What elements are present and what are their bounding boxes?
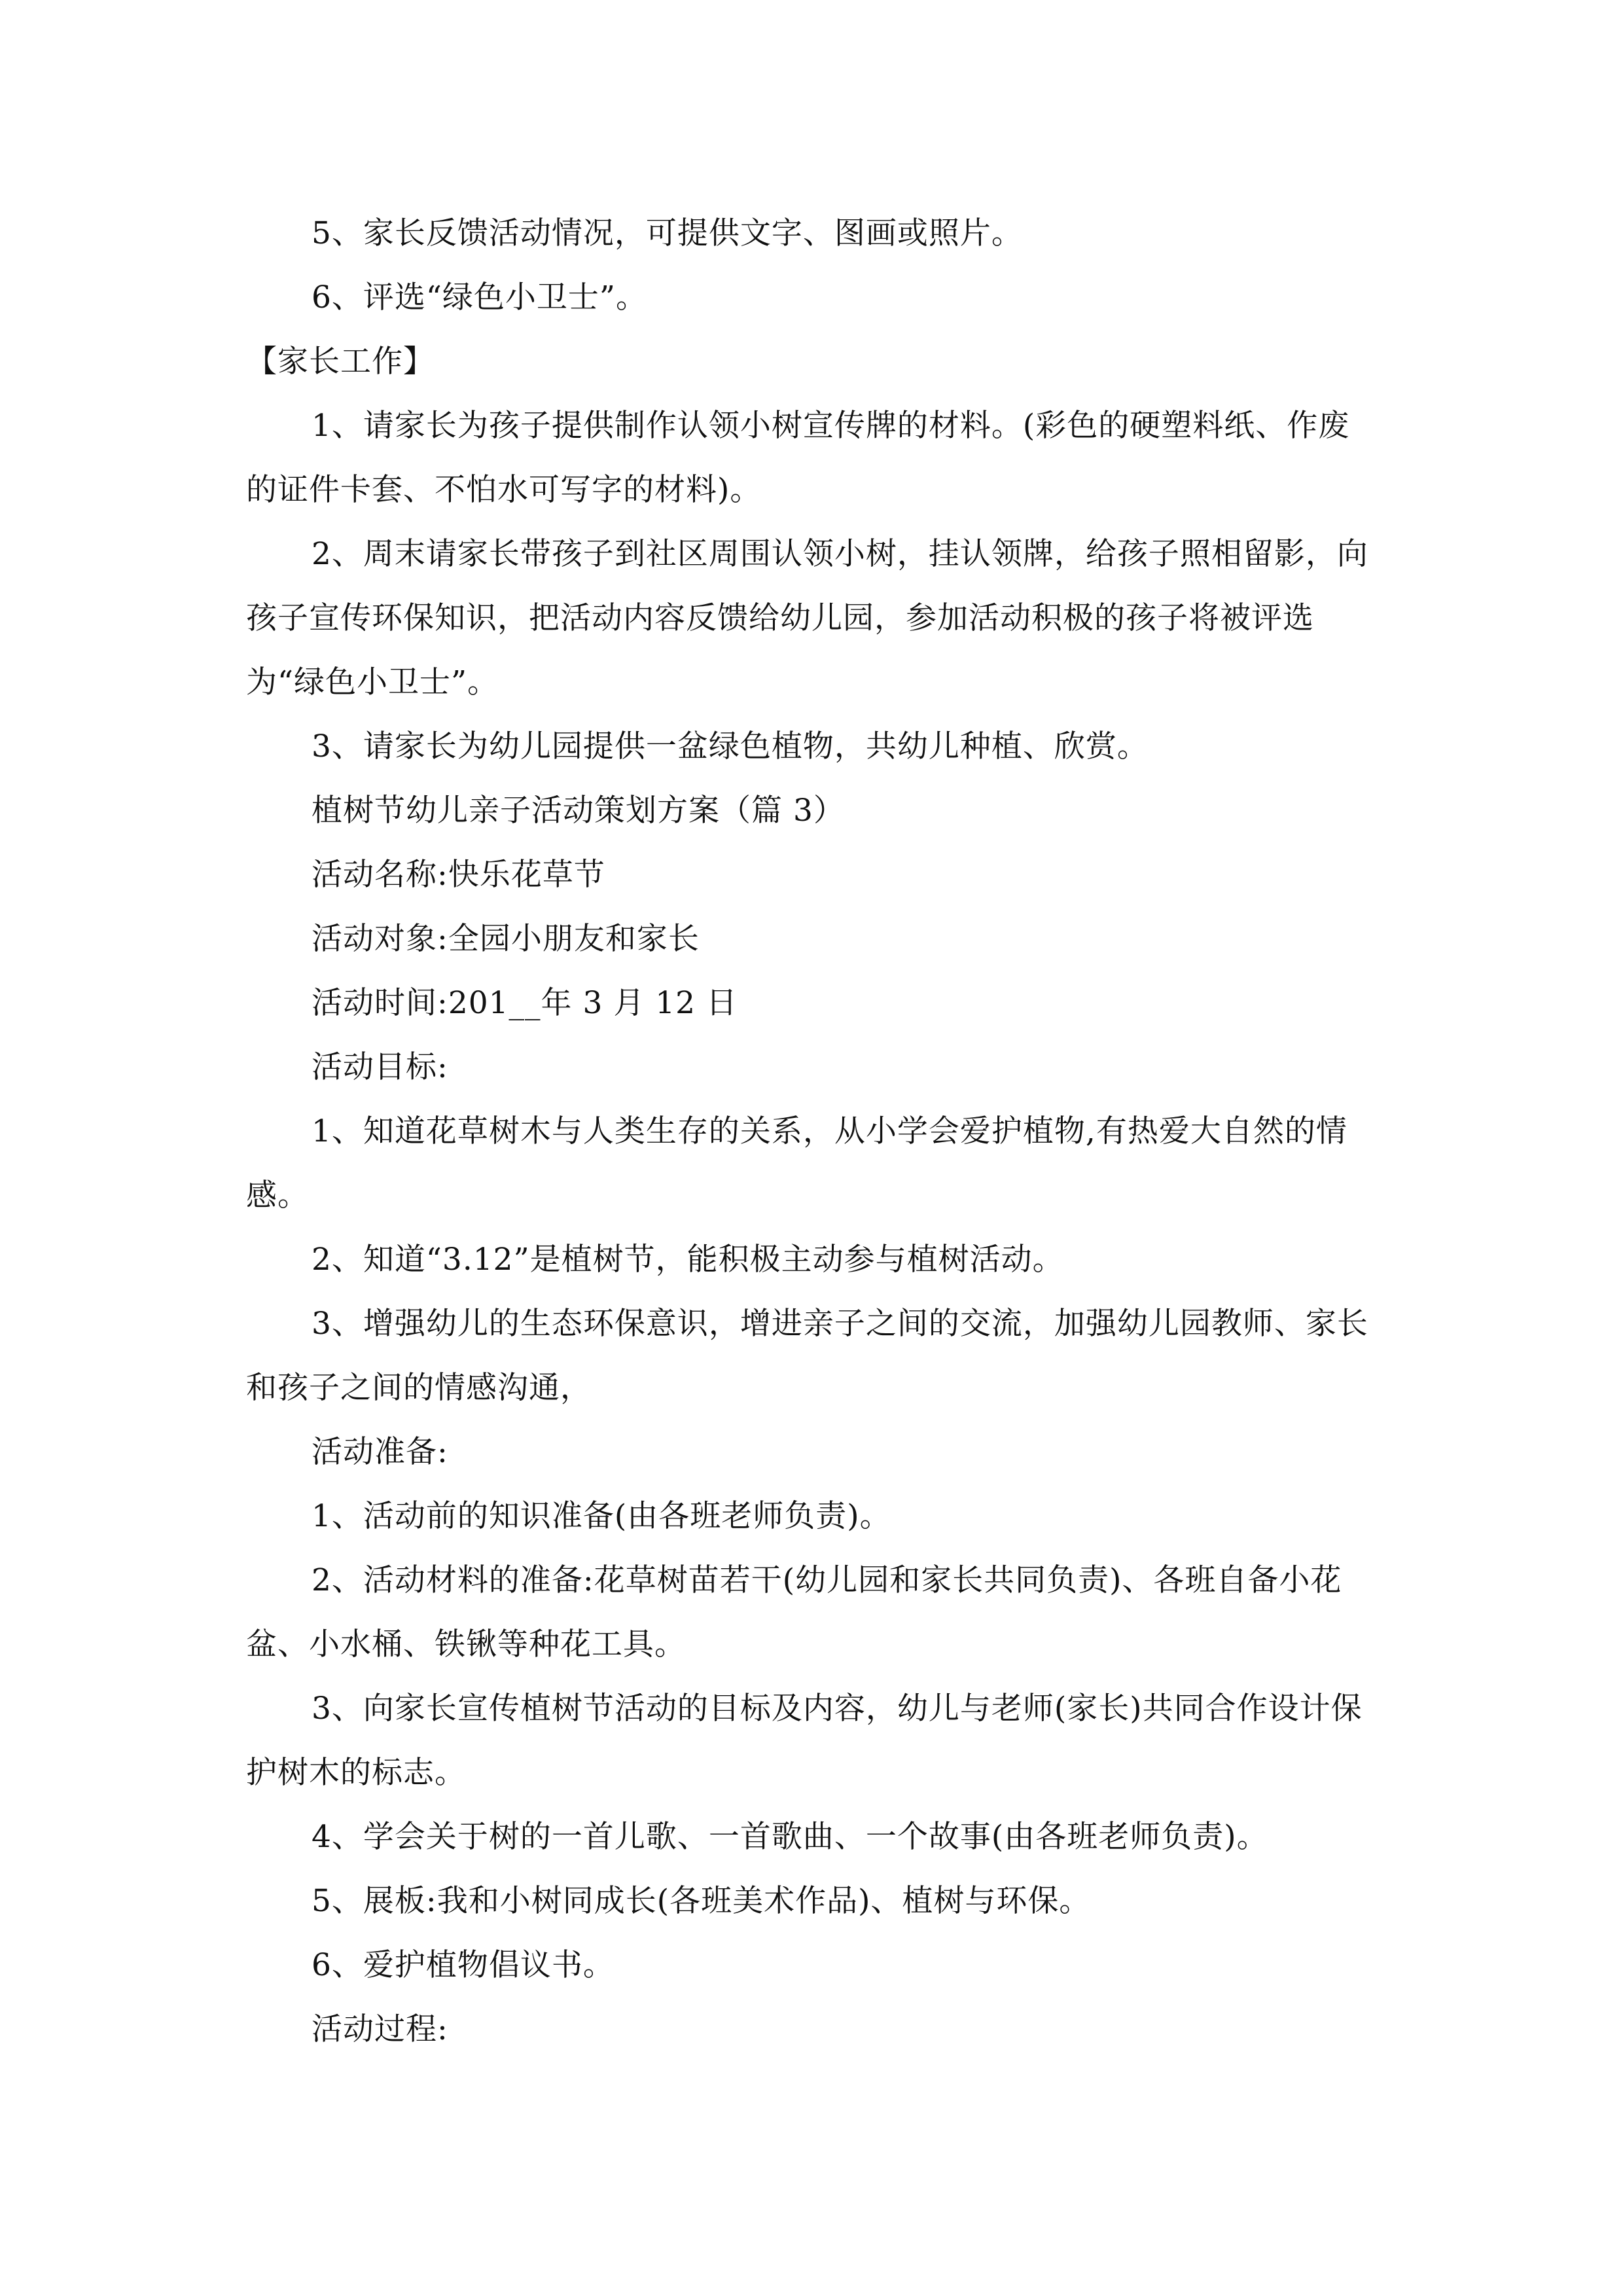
preparation-2: 2、活动材料的准备:花草树苗若干(幼儿园和家长共同负责)、各班自备小花盆、小水桶、铁锹等种花工具。: [246, 1562, 1342, 1662]
paragraph-parent-work-1: 1、请家长为孩子提供制作认领小树宣传牌的材料。(彩色的硬塑料纸、作废的证件卡套、不怕水可写字的材料)。: [246, 408, 1350, 508]
paragraph-parent-work-3: 3、请家长为幼儿园提供一盆绿色植物，共幼儿种植、欣赏。: [312, 728, 1149, 764]
paragraph-parent-work-2: 2、周末请家长带孩子到社区周围认领小树，挂认领牌，给孩子照相留影，向孩子宣传环保知识，把活动内容反馈给幼儿园，参加活动积极的孩子将被评选为“绿色小卫士”。: [246, 536, 1368, 700]
document-body: [246, 202, 1377, 2062]
plan-title: 植树节幼儿亲子活动策划方案（篇 3）: [312, 793, 845, 829]
section-heading-parent-work: 【家长工作】: [246, 344, 435, 380]
paragraph-feedback: 5、家长反馈活动情况，可提供文字、图画或照片。: [312, 215, 1023, 251]
section-heading-goals: 活动目标:: [312, 1049, 448, 1085]
preparation-1: 1、活动前的知识准备(由各班老师负责)。: [312, 1498, 891, 1534]
preparation-5: 5、展板:我和小树同成长(各班美术作品)、植树与环保。: [312, 1883, 1091, 1919]
goal-2: 2、知道“3.12”是植树节，能积极主动参与植树活动。: [312, 1242, 1064, 1278]
preparation-3: 3、向家长宣传植树节活动的目标及内容，幼儿与老师(家长)共同合作设计保护树木的标志。: [246, 1691, 1363, 1791]
preparation-4: 4、学会关于树的一首儿歌、一首歌曲、一个故事(由各班老师负责)。: [312, 1819, 1268, 1855]
activity-name: 活动名称:快乐花草节: [312, 857, 605, 893]
goal-3: 3、增强幼儿的生态环保意识，增进亲子之间的交流，加强幼儿园教师、家长和孩子之间的情感沟通，: [246, 1306, 1368, 1406]
section-heading-preparation: 活动准备:: [312, 1434, 448, 1470]
activity-audience: 活动对象:全园小朋友和家长: [312, 921, 700, 957]
section-heading-process: 活动过程:: [312, 2011, 448, 2047]
activity-time: 活动时间:201__年 3 月 12 日: [312, 985, 738, 1021]
goal-1: 1、知道花草树木与人类生存的关系，从小学会爱护植物,有热爱大自然的情感。: [246, 1113, 1347, 1213]
preparation-6: 6、爱护植物倡议书。: [312, 1947, 615, 1983]
paragraph-award: 6、评选“绿色小卫士”。: [312, 279, 647, 315]
